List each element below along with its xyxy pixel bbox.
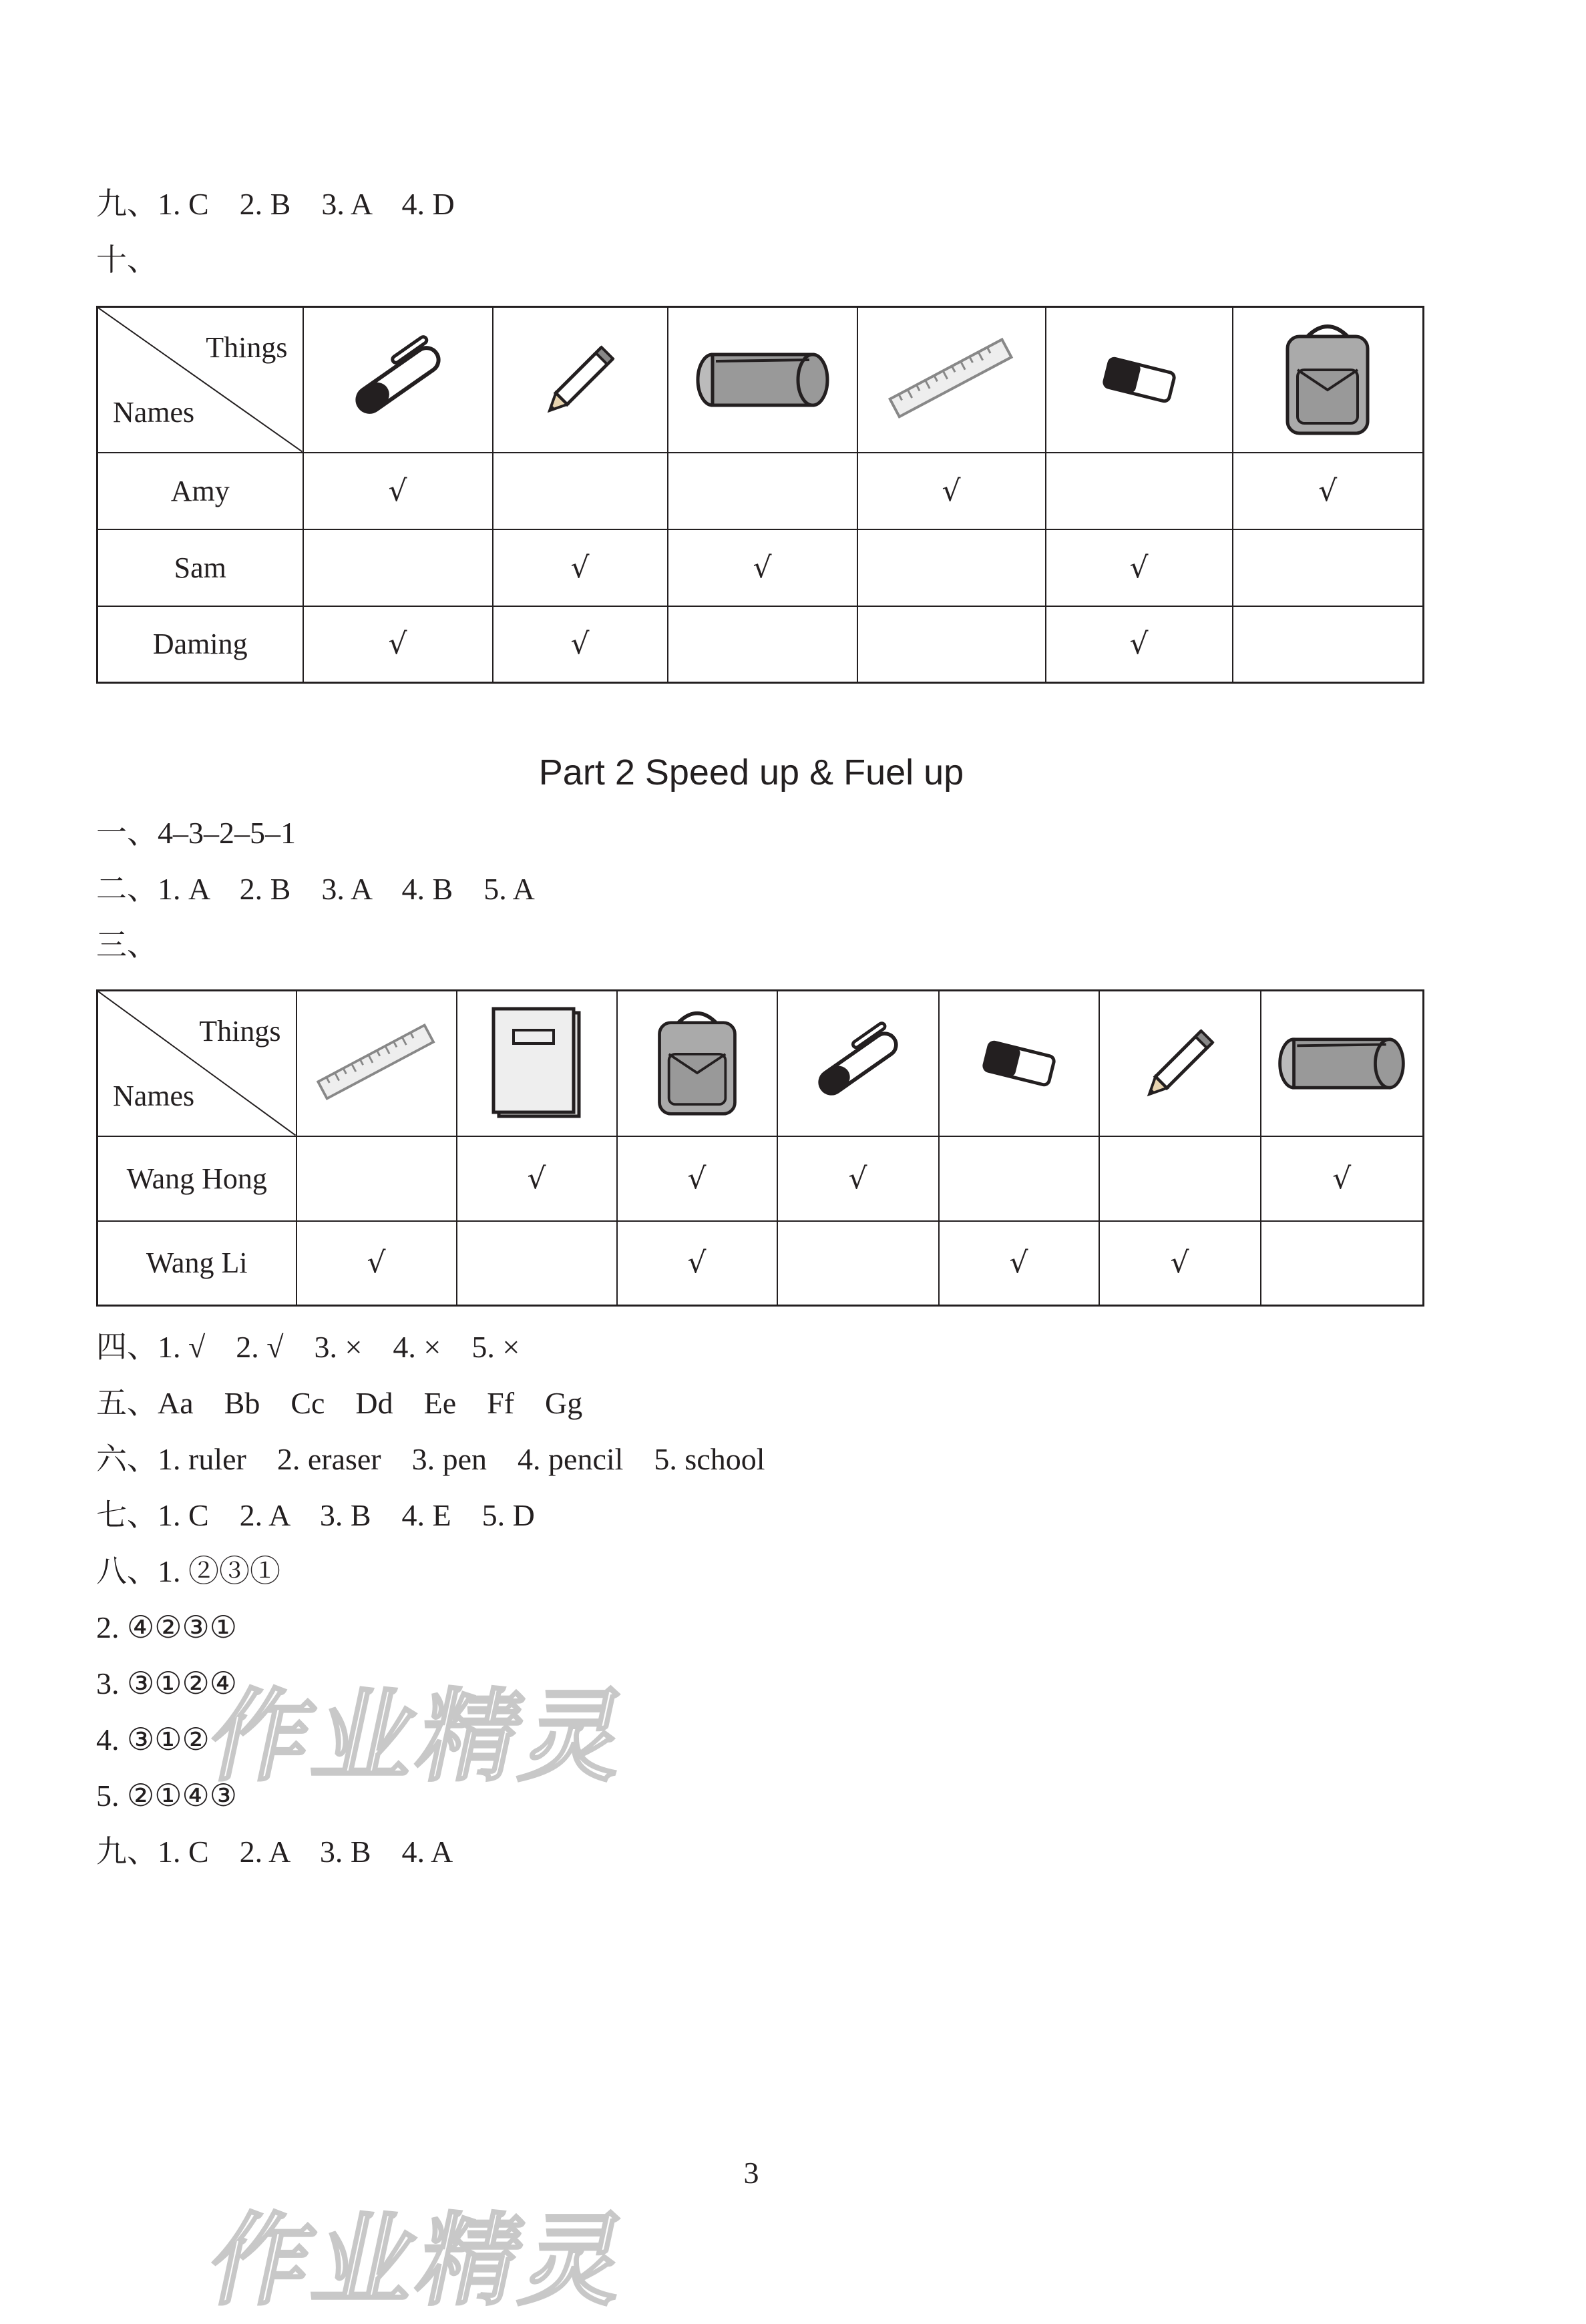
check-cell: √ [303,453,493,529]
pencil-icon [1099,991,1261,1136]
check-cell: √ [296,1221,457,1306]
check-cell [303,529,493,606]
check-cell [668,606,857,683]
schoolbag-icon [1233,307,1424,453]
check-cell [857,529,1046,606]
ruler-icon [857,307,1046,453]
check-cell: √ [617,1136,777,1221]
table-header-row [97,307,1424,453]
pen-icon [303,307,493,453]
answer-line-5: 五、Aa Bb Cc Dd Ee Ff Gg [96,1386,583,1420]
check-cell [1046,453,1233,529]
row-name: Amy [97,453,303,529]
answer-line-1: 一、4–3–2–5–1 [96,816,296,850]
eraser-icon [1046,307,1233,453]
eraser-icon [939,991,1099,1136]
check-cell: √ [1099,1221,1261,1306]
check-cell [1233,529,1424,606]
pencil-icon [493,307,668,453]
check-cell: √ [493,529,668,606]
names-label: Names [113,395,195,429]
check-cell: √ [668,529,857,606]
names-label: Names [113,1079,195,1112]
answer-line-8-5: 5. ②①④③ [96,1779,237,1813]
check-cell [457,1221,617,1306]
check-cell: √ [857,453,1046,529]
check-cell: √ [1046,529,1233,606]
check-cell: √ [457,1136,617,1221]
check-cell [668,453,857,529]
table-row [97,606,1424,683]
check-cell: √ [777,1136,939,1221]
diagonal-header-cell [97,991,296,1136]
answer-line-4: 四、1. √ 2. √ 3. × 4. × 5. × [96,1330,520,1364]
check-cell [493,453,668,529]
things-label: Things [199,1015,281,1048]
check-cell [857,606,1046,683]
check-cell [777,1221,939,1306]
answer-line-8-2: 2. ④②③① [96,1610,237,1644]
check-cell: √ [303,606,493,683]
schoolbag-icon [617,991,777,1136]
watermark-bottom: 作业精灵 [199,2203,641,2319]
check-cell [1233,606,1424,683]
check-cell: √ [1233,453,1424,529]
pencil-case-icon [668,307,857,453]
table-header-row [97,991,1424,1136]
answer-table-1 [96,306,1424,684]
notebook-icon [457,991,617,1136]
check-cell [1261,1221,1424,1306]
pen-icon [777,991,939,1136]
check-cell: √ [1046,606,1233,683]
things-label: Things [206,331,288,364]
answer-line-6: 六、1. ruler 2. eraser 3. pen 4. pencil 5. school [96,1442,765,1476]
row-name: Wang Hong [97,1136,296,1221]
answer-line-8-3: 3. ③①②④ [96,1666,237,1700]
page-number: 3 [743,2156,759,2190]
check-cell: √ [939,1221,1099,1306]
watermark: 作业精灵 [199,1679,641,1795]
table-row [97,1221,1424,1306]
pencil-case-icon [1261,991,1424,1136]
table-row [97,453,1424,529]
ruler-icon [296,991,457,1136]
table-row [97,529,1424,606]
check-cell: √ [1261,1136,1424,1221]
row-name: Wang Li [97,1221,296,1306]
check-cell [939,1136,1099,1221]
answer-line-10: 十、 [96,243,158,277]
check-cell: √ [617,1221,777,1306]
answer-line-9b: 九、1. C 2. A 3. B 4. A [96,1835,453,1869]
answer-line-8-4: 4. ③①② [96,1722,210,1757]
answer-line-9: 九、1. C 2. B 3. A 4. D [96,187,455,221]
check-cell [296,1136,457,1221]
section-title: Part 2 Speed up & Fuel up [538,752,964,792]
answer-table-2 [96,989,1424,1307]
check-cell: √ [493,606,668,683]
answer-line-3: 三、 [96,928,158,962]
answer-line-8-1: 八、1. ②③① [96,1554,280,1588]
answer-line-2: 二、1. A 2. B 3. A 4. B 5. A [96,872,535,906]
answer-line-7: 七、1. C 2. A 3. B 4. E 5. D [96,1498,535,1532]
row-name: Daming [97,606,303,683]
row-name: Sam [97,529,303,606]
table-row [97,1136,1424,1221]
check-cell [1099,1136,1261,1221]
diagonal-header-cell [97,307,303,453]
